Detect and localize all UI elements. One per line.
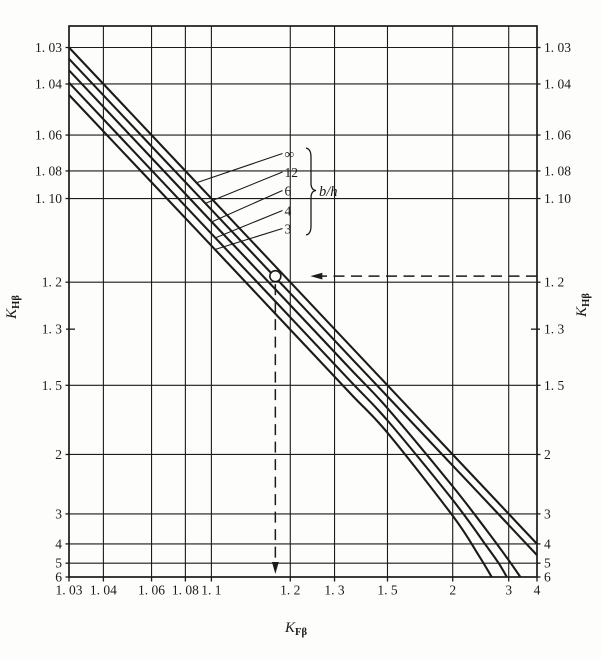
- y-axis-title-left: $K_{H\beta}$: [4, 295, 22, 319]
- y-tick-label-right: 1. 10: [544, 191, 571, 207]
- bh-group-label: b/h: [319, 184, 338, 200]
- x-tick-label: 2: [449, 582, 457, 598]
- y-axis-title-right: $K_{H\beta}$: [574, 293, 592, 317]
- y-tick-label-left: 1. 06: [35, 127, 62, 143]
- y-tick-label-left: 1. 10: [35, 191, 62, 207]
- y-tick-label-right: 3: [544, 506, 551, 522]
- y-tick-label-right: 1. 08: [544, 163, 571, 179]
- y-tick-label-left: 4: [55, 536, 62, 552]
- y-tick-label-left: 1. 2: [41, 274, 62, 290]
- x-tick-label: 3: [505, 582, 513, 598]
- y-tick-label-right: 1. 03: [544, 40, 571, 55]
- example-point-marker: [270, 271, 281, 282]
- y-tick-label-left: 3: [55, 506, 62, 522]
- x-tick-label: 4: [533, 582, 541, 598]
- x-tick-label: 1. 03: [55, 582, 83, 598]
- y-tick-label-right: 6: [544, 569, 551, 585]
- y-tick-label-left: 6: [55, 569, 62, 585]
- y-tick-label-left: 1. 3: [41, 321, 62, 337]
- x-tick-label: 1. 04: [89, 582, 117, 598]
- y-tick-label-right: 1. 3: [544, 321, 565, 337]
- y-tick-label-left: 1. 5: [41, 377, 62, 393]
- x-axis-title: $K_{F\beta}$: [285, 620, 307, 638]
- y-tick-label-right: 1. 5: [544, 377, 565, 393]
- curve-label-6: 6: [284, 183, 292, 199]
- y-tick-label-left: 1. 04: [35, 76, 62, 92]
- y-tick-label-right: 1. 06: [544, 127, 571, 143]
- curve-label-4: 4: [284, 203, 292, 219]
- y-tick-label-left: 5: [55, 555, 62, 571]
- curve-label-inf: ∞: [284, 146, 295, 162]
- y-tick-label-right: 4: [544, 536, 551, 552]
- y-tick-label-left: 2: [55, 446, 62, 462]
- x-tick-label: 1. 06: [138, 582, 166, 598]
- y-tick-label-right: 2: [544, 446, 551, 462]
- x-tick-label: 1. 1: [201, 582, 222, 598]
- curve-label-3: 3: [284, 221, 292, 237]
- y-tick-label-left: 1. 03: [35, 40, 62, 55]
- x-tick-label: 1. 2: [280, 582, 301, 598]
- x-tick-label: 1. 5: [377, 582, 398, 598]
- x-tick-label: 1. 3: [324, 582, 345, 598]
- y-tick-label-right: 1. 2: [544, 274, 565, 290]
- y-tick-label-right: 5: [544, 555, 551, 571]
- curve-label-12: 12: [284, 165, 298, 180]
- y-tick-label-left: 1. 08: [35, 163, 62, 179]
- y-tick-label-right: 1. 04: [544, 76, 571, 92]
- x-tick-label: 1. 08: [171, 582, 199, 598]
